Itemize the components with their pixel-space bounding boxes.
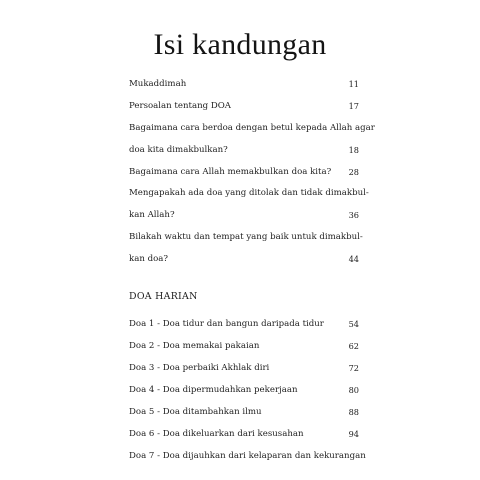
toc-entry bbox=[129, 383, 359, 397]
toc-entry-text: Doa 1 - Doa tidur dan bangun daripada tidur bbox=[129, 319, 324, 329]
toc-entry-text: Doa 2 - Doa memakai pakaian bbox=[129, 341, 260, 351]
toc-entry-page: 62 bbox=[348, 341, 359, 351]
page-title: Isi kandungan bbox=[153, 28, 327, 61]
toc-entry bbox=[129, 186, 369, 200]
toc-entry bbox=[129, 405, 359, 419]
toc-entry bbox=[129, 230, 363, 244]
toc-entry-text: kan doa? bbox=[129, 254, 169, 264]
toc-entry-text: Mukaddimah bbox=[129, 79, 187, 89]
toc-entry bbox=[129, 252, 359, 266]
toc-entry-page: 28 bbox=[348, 167, 359, 177]
toc-entry bbox=[129, 77, 359, 91]
toc-entry-page: 18 bbox=[348, 145, 359, 155]
toc-entry bbox=[129, 99, 359, 113]
toc-entry-page: 36 bbox=[348, 210, 359, 220]
toc-entry-page: 17 bbox=[348, 101, 359, 111]
toc-entry bbox=[129, 317, 359, 331]
toc-entry-page: 54 bbox=[348, 319, 359, 329]
toc-entry-text: Persoalan tentang DOA bbox=[129, 101, 231, 111]
toc-entry bbox=[129, 208, 359, 222]
toc-entry bbox=[129, 361, 359, 375]
toc-entry-text: Doa 4 - Doa dipermudahkan pekerjaan bbox=[129, 385, 298, 395]
toc-entry-text: Doa 7 - Doa dijauhkan dari kelaparan dan kekurangan bbox=[129, 451, 366, 461]
toc-entry-text: Bagaimana cara Allah memakbulkan doa kita? bbox=[129, 167, 332, 177]
toc-entry bbox=[129, 427, 359, 441]
toc-entry-text: Bagaimana cara berdoa dengan betul kepada Allah agar bbox=[129, 123, 375, 133]
toc-entry-page: 72 bbox=[348, 363, 359, 373]
toc-entry bbox=[129, 121, 375, 135]
toc-entry-text: Doa 6 - Doa dikeluarkan dari kesusahan bbox=[129, 429, 304, 439]
toc-entry-page: 88 bbox=[348, 407, 359, 417]
toc-entry-text: kan Allah? bbox=[129, 210, 175, 220]
toc-entry-page: 44 bbox=[348, 254, 359, 264]
toc-entry-text: Doa 3 - Doa perbaiki Akhlak diri bbox=[129, 363, 270, 373]
toc-entry-text: Doa 5 - Doa ditambahkan ilmu bbox=[129, 407, 262, 417]
toc-entry-page: 80 bbox=[348, 385, 359, 395]
toc-entry bbox=[129, 449, 366, 463]
section-heading: DOA HARIAN bbox=[129, 291, 198, 302]
toc-entry-page: 94 bbox=[348, 429, 359, 439]
toc-entry bbox=[129, 165, 359, 179]
toc-entry bbox=[129, 339, 359, 353]
toc-entry-text: doa kita dimakbulkan? bbox=[129, 145, 228, 155]
toc-entry-text: Bilakah waktu dan tempat yang baik untuk dimakbul- bbox=[129, 232, 363, 242]
toc-entry bbox=[129, 143, 359, 157]
toc-entry-text: Mengapakah ada doa yang ditolak dan tidak dimakbul- bbox=[129, 188, 369, 198]
toc-entry-page: 11 bbox=[348, 79, 359, 89]
